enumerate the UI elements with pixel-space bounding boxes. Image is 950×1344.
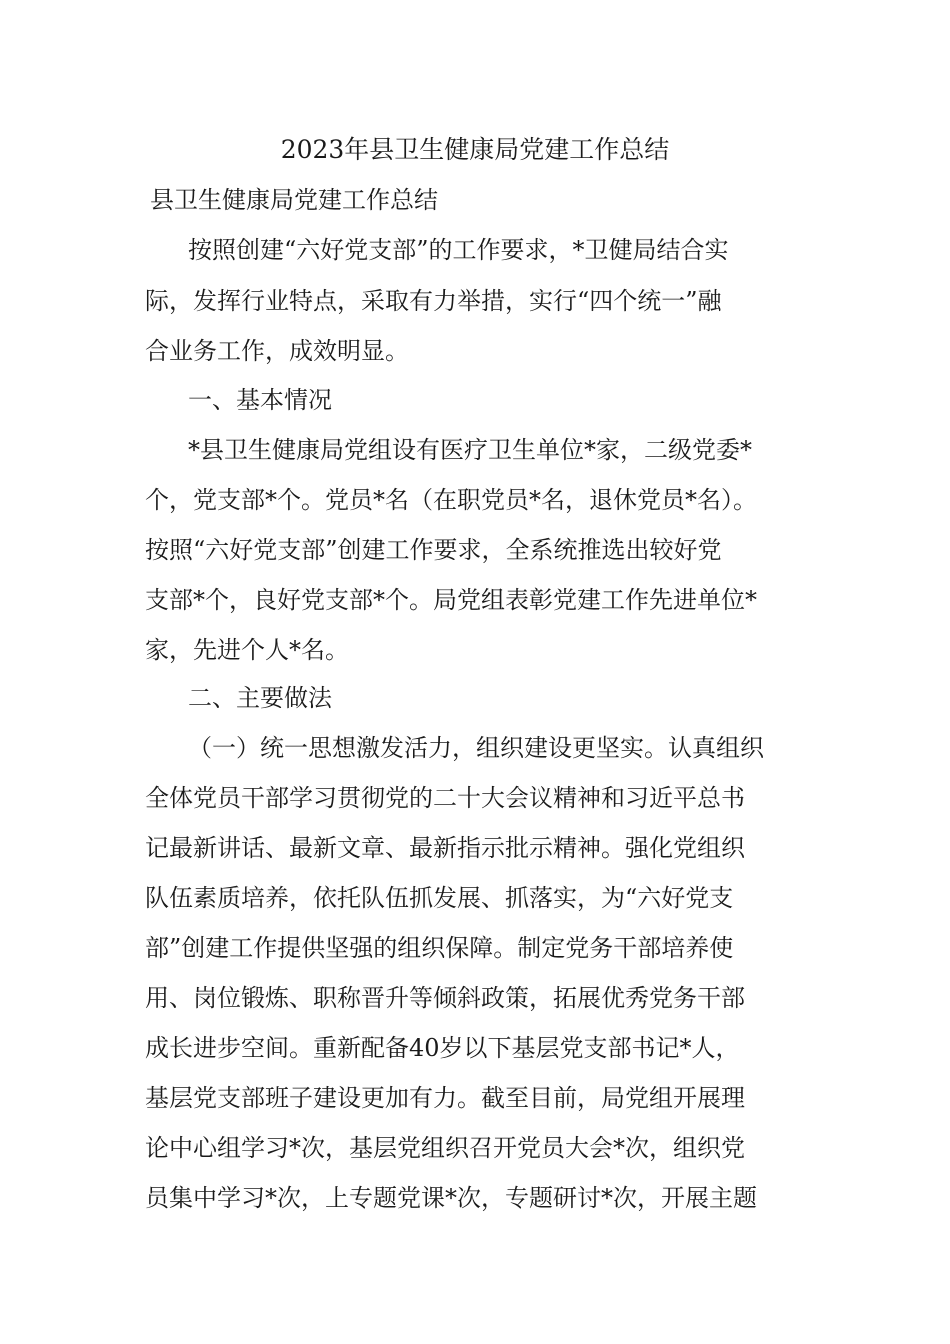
paragraph-line: 全体党员干部学习贯彻党的二十大会议精神和习近平总书 [145,784,745,812]
paragraph-line: 记最新讲话、最新文章、最新指示批示精神。强化党组织 [145,834,745,862]
paragraph-line: 按照创建“六好党支部”的工作要求，*卫健局结合实 [188,236,729,264]
paragraph-line: 成长进步空间。重新配备40岁以下基层党支部书记*人， [145,1034,740,1062]
paragraph-line: 用、岗位锻炼、职称晋升等倾斜政策，拓展优秀党务干部 [145,984,745,1012]
paragraph-line: 际，发挥行业特点，采取有力举措，实行“四个统一”融 [145,287,722,315]
paragraph-line: 个，党支部*个。党员*名（在职党员*名，退休党员*名）。 [145,486,757,514]
section-heading: 二、主要做法 [188,684,332,712]
paragraph-line: 家，先进个人*名。 [145,636,349,664]
paragraph-line: 支部*个，良好党支部*个。局党组表彰党建工作先进单位* [145,586,757,614]
document-subtitle: 县卫生健康局党建工作总结 [150,186,438,214]
paragraph-line: （一）统一思想激发活力，组织建设更坚实。认真组织 [188,734,764,762]
paragraph-line: 部”创建工作提供坚强的组织保障。制定党务干部培养使 [145,934,734,962]
paragraph-line: 按照“六好党支部”创建工作要求，全系统推选出较好党 [145,536,722,564]
paragraph-line: *县卫生健康局党组设有医疗卫生单位*家，二级党委* [188,436,752,464]
paragraph-line: 基层党支部班子建设更加有力。截至目前，局党组开展理 [145,1084,745,1112]
paragraph-line: 合业务工作，成效明显。 [145,337,409,365]
paragraph-line: 论中心组学习*次，基层党组织召开党员大会*次，组织党 [145,1134,745,1162]
paragraph-line: 队伍素质培养，依托队伍抓发展、抓落实，为“六好党支 [145,884,734,912]
paragraph-line: 员集中学习*次，上专题党课*次，专题研讨*次，开展主题 [145,1184,757,1212]
section-heading: 一、基本情况 [188,386,332,414]
document-title: 2023年县卫生健康局党建工作总结 [280,135,670,164]
